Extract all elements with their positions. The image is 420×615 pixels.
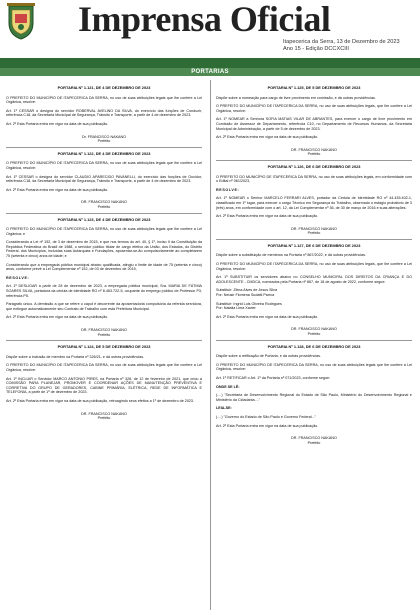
ordinance-title: PORTARIA Nº 1.122, DE 4 DE DEZEMBRO DE 2023 — [57, 150, 151, 156]
ordinance-text: O PREFEITO DO MUNICÍPIO DE ITAPECERICA DA SERRA, no uso de suas atribuições legais que lhe confere a Lei Orgânica, resolve: — [6, 95, 202, 105]
resolve-heading: RESOLVE: — [6, 275, 30, 280]
section-title: PORTARIAS — [0, 68, 420, 76]
section-rule — [216, 340, 412, 341]
signature-role: Prefeito — [97, 416, 111, 421]
ordinance-text: Parágrafo único. A demissão a que se refere o caput é decorrente da aposentadoria compulsória da referida servidora, que extingue automaticamente seu Contrato de Trabalho com esta Prefeitura Municipal. — [6, 302, 202, 311]
ordinance-text: Por: Natalia Lima Xavier — [216, 306, 256, 311]
section-rule — [6, 147, 202, 148]
signature-name: DR. FRANCISCO NAKANO — [81, 328, 127, 332]
ordinance-text: ONDE SE LÊ: — [216, 384, 240, 389]
ordinance-title: PORTARIA Nº 1.121, DE 4 DE DEZEMBRO DE 2023 — [57, 85, 151, 90]
ordinance-text: Art. 2º Esta Portaria entra em vigor na data de sua publicação, retroagindo seus efeitos a 1º de dezembro de 2023. — [6, 398, 195, 403]
ordinance-text: Substituir: Zilma Alves de Jesus Silva — [216, 288, 278, 293]
page-title: Imprensa Oficial — [78, 0, 331, 39]
ordinance-text: Art. 1º NOMEAR a Senhora SOFIA MATIAS VILAR DE ABRANTES, para exercer o cargo de livre provimento em Comissão de Assessor de Departamento, referência C10, no Departamento de Recursos Humanos, da Secretaria Municipal de Administração, a partir de 5 de dezembro de 2023. — [216, 117, 412, 131]
right-column — [216, 84, 412, 448]
header-band — [0, 58, 420, 68]
ordinance-text: Art. 1º DESLIGAR a partir de 28 de dezembro de 2023, a empregada pública municipal, Sra. MARIA DE FÁTIMA SOARES SILVA, portadora da cédula de identidade RG nº 8.463.722-5, ocupante do emprego público de Professor P3, referência P5. — [6, 284, 202, 298]
ordinance-title: PORTARIA Nº 1.127, DE 6 DE DEZEMBRO DE 2023 — [267, 242, 361, 248]
ordinance-text: Dispõe sobre a inclusão de membro na Portaria nº 326/21, e dá outras providências. — [6, 354, 145, 359]
ordinance-text: Art. 2º Esta Portaria entra em vigor na data de sua publicação. — [216, 423, 319, 428]
ordinance-text: Substituir: Ingrid Luis Oliveira Rodrigues — [216, 301, 282, 306]
ordinance-text: O PREFEITO DO MUNICÍPIO DE ITAPECERICA DA SERRA, no uso de suas atribuições legais, em conformidade com o Edital nº 061/2023, — [216, 174, 412, 184]
masthead — [0, 0, 420, 58]
edition-number: Ano 15 - Edição DCCXCIII — [283, 46, 349, 52]
ordinance-text: Art. 2º Esta Portaria entra em vigor na data de sua publicação. — [216, 314, 319, 319]
section-rule — [216, 160, 412, 161]
section-rule — [6, 213, 202, 214]
ordinance-text: Art. 2º Esta Portaria entra em vigor na data de sua publicação. — [6, 315, 109, 320]
ordinance-text: O PREFEITO DO MUNICÍPIO DE ITAPECERICA DA SERRA, no uso de suas atribuições legais que lhe confere a Lei Orgânica; e — [6, 227, 202, 236]
ordinance-text: (....) "Secretaria de Desenvolvimento Regional do Estado de São Paulo, Ministério do Desenvolvimento Regional e Ministério da Cidadania...." — [216, 393, 412, 402]
ordinance-text: Considerando a Lei nº 152, de 3 de dezembro de 2015, e que nos termos do art. 40, § 1º, inciso II da Constituição da República Federativa do Brasil de 1988, o servidor público titular de cargo efetivo da União, dos Estados, do Distrito Federal, dos Municípios, incluídas suas Autarquias e Fundações, aposentar-se-ão compulsoriamente ao completarem 75 (setenta e cinco) anos de idade; e — [6, 240, 202, 259]
signature-name: DR. FRANCISCO NAKANO — [81, 411, 127, 416]
signature-name: DR. FRANCISCO NAKANO — [81, 200, 127, 205]
column-divider — [210, 80, 211, 610]
ordinance-text: O PREFEITO DO MUNICÍPIO DE ITAPECERICA DA SERRA, no uso de suas atribuições legais que lhe confere a Lei Orgânica, resolve: — [6, 161, 202, 170]
ordinance-text: LEIA-SE: — [216, 406, 232, 411]
ordinance-text: Art. 1º INCLUIR o Servidor MARCO ANTONIO PIRES, na Portaria nº 326, de 12 de fevereiro de 2021, que criou a COMISSÃO PARA PLANEJAR, PROMOVER E COORDENAR AÇÕES DE MANUTENÇÃO PREVENTIVA E CORRETIVA DO GRUPO DE GERADORES, CABINE PRIMÁRIA, ELÉTRICA, REDE DE INFORMÁTICA E TELEFONIA, a partir de 1º de dezembro de 2023. — [6, 376, 202, 395]
ordinance-text: Dispõe sobre a nomeação para cargo de livre provimento em comissão, e dá outras providências. — [216, 95, 376, 100]
resolve-heading: RESOLVE: — [216, 187, 240, 192]
ordinance-text: Dispõe sobre a retificação de Portaria, e dá outras providências. — [216, 354, 321, 359]
signature-role: Prefeito — [307, 231, 321, 236]
signature-name: Dr. FRANCISCO NAKANO — [81, 134, 127, 139]
ordinance-text: (....) "Governo do Estado de São Paulo e Governo Federal..." — [216, 414, 316, 419]
ordinance-text: Art. 2º Esta Portaria entra em vigor na data de sua publicação. — [216, 214, 319, 219]
signature-role: Prefeito — [307, 152, 321, 157]
ordinance-title: PORTARIA Nº 1.125, DE 5 DE DEZEMBRO DE 2023 — [267, 85, 361, 90]
signature-role: Prefeito — [307, 440, 321, 445]
ordinance-text: Dispõe sobre a substituição de membros na Portaria nº 867/2022, e dá outras providências. — [216, 253, 366, 258]
signature-role: Prefeito — [97, 139, 111, 144]
ordinance-text: O PREFEITO DO MUNICÍPIO DE ITAPECERICA DA SERRA, no uso de suas atribuições legais, que lhe confere a Lei Orgânica, resolve: — [216, 262, 412, 271]
ordinance-text: Por: Neusir Flomena Sudatti Parrca — [216, 293, 275, 298]
left-column — [6, 84, 202, 424]
ordinance-title: PORTARIA Nº 1.123, DE 4 DE DEZEMBRO DE 2023 — [57, 216, 151, 222]
signature-name: DR. FRANCISCO NAKANO — [291, 436, 337, 441]
ordinance-text: Art. 2º Esta Portaria entra em vigor na data de sua publicação. — [216, 135, 319, 140]
signature-name: DR. FRANCISCO NAKANO — [291, 226, 337, 231]
ordinance-text: Considerando que a empregada pública municipal abaixo qualificada, atingiu o limite de idade de 75 (setenta e cinco) anos, conforme prevê a Lei Complementar nº 152, de 03 de dezembro de 2015, — [6, 262, 202, 272]
signature-role: Prefeito — [97, 204, 111, 209]
ordinance-text: Art. 1º NOMEAR o Senhor MARCELO FERRARI ALVES, portador da Cédula de Identidade RG nº 44.435.402-1, classificado em 1º lugar, para exercer o cargo Técnico em Segurança do Trabalho, observado o estágio probatório de 3 (três) anos, em conformidade com o art. 12, da Lei Complementar nº 36, de 30 de março de 2016 e suas alterações. — [216, 196, 412, 210]
edition-date: Itapecerica da Serra, 13 de Dezembro de 2023 — [283, 39, 400, 45]
ordinance-title: PORTARIA Nº 1.128, DE 6 DE DEZEMBRO DE 2023 — [267, 343, 361, 349]
ordinance-text: O PREFEITO DO MUNICÍPIO DE ITAPECERICA DA SERRA, no uso de suas atribuições legais, que lhe confere a Lei Orgânica, resolve: — [216, 104, 412, 113]
ordinance-text: Art. 1º CESSAR o designa do servidor ROBERVAL AVELINO DA SILVA, do exercício das funções de Conduzir, referência C18, da Secretaria Municipal de Segurança, Trânsito e Transporte, a partir de 4 de dezembro de 2023. — [6, 108, 202, 118]
signature-name: DR. FRANCISCO NAKANO — [291, 327, 337, 332]
section-rule — [6, 340, 202, 341]
ordinance-text: O PREFEITO DO MUNICÍPIO DE ITAPECERICA DA SERRA, no uso de suas atribuições legais que lhe confere a Lei Orgânica, resolve: — [216, 362, 412, 372]
ordinance-text: Art. 2º Esta Portaria entra em vigor na data de sua publicação. — [6, 187, 109, 192]
section-rule — [216, 239, 412, 240]
signature-role: Prefeito — [97, 332, 111, 337]
ordinance-title: PORTARIA Nº 1.126, DE 6 DE DEZEMBRO DE 2023 — [267, 163, 361, 169]
city-crest-icon — [6, 3, 36, 41]
ordinance-text: Art. 1º RETIFICAR o Art. 1º da Portaria nº 071/2023, conforme segue: — [216, 375, 331, 380]
ordinance-text: Art. 1º SUBSTITUIR os servidores abaixo no CONSELHO MUNICIPAL DOS DIREITOS DA CRIANÇA E DO ADOLESCENTE - CMDCA, nomeados pela Portaria nº 867, de 18 de agosto de 2022, conforme segue: — [216, 275, 412, 284]
ordinance-text: Art. 1º CESSAR o designa do servidor CLAUDIO APARECIDO PAVANELLI, do exercício das funções de Ouvidor, referência C18, da Secretaria Municipal de Segurança, Trânsito e Transporte, a partir de 4 de dezembro de 2023. — [6, 174, 202, 184]
ordinance-text: O PREFEITO DO MUNICÍPIO DE ITAPECERICA DA SERRA, no uso de suas atribuições legais que lhe confere a Lei Orgânica, resolve: — [6, 363, 202, 372]
ordinance-text: Art. 2º Esta Portaria entra em vigor na data de sua publicação. — [6, 121, 109, 126]
ordinance-title: PORTARIA Nº 1.124, DE 5 DE DEZEMBRO DE 2023 — [57, 344, 151, 350]
signature-role: Prefeito — [307, 332, 321, 336]
signature-name: DR. FRANCISCO NAKANO — [291, 147, 337, 152]
